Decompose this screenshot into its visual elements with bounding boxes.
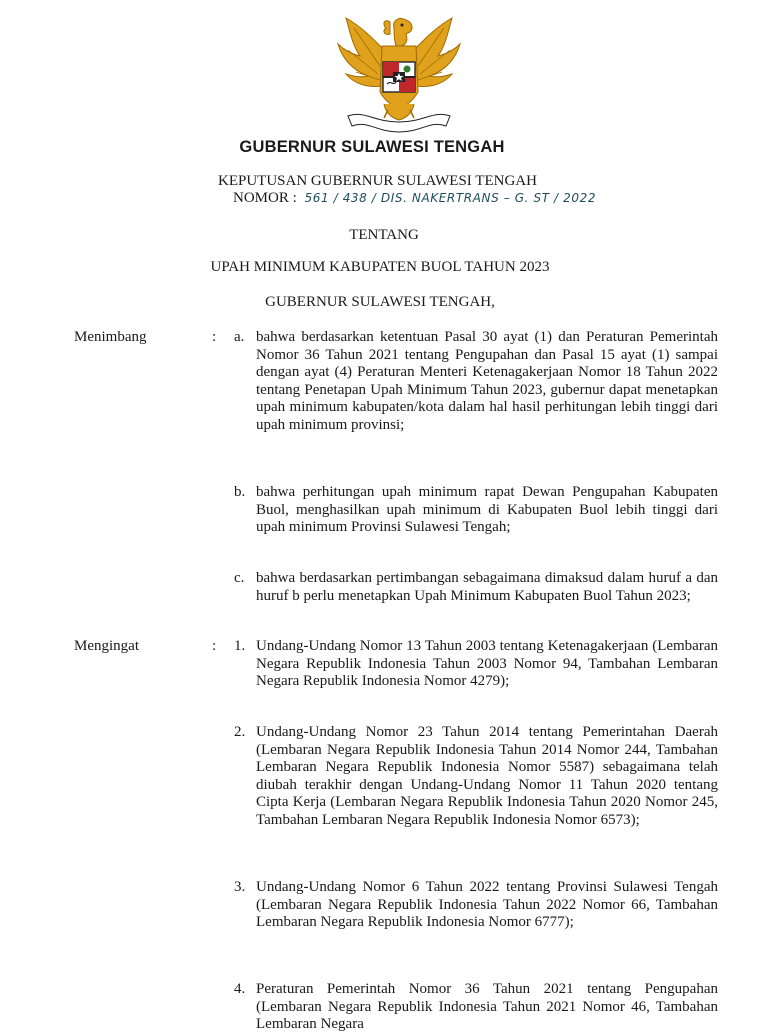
menimbang-label: Menimbang [74,329,147,345]
mengingat-item-4: Peraturan Pemerintah Nomor 36 Tahun 2021 tentang Pengupahan (Lembaran Negara Republik Indonesia Tahun 2021 Nomor 46, Tambahan Lembaran Negara [256,981,718,1033]
mengingat-marker-1: 1. [234,638,246,654]
mengingat-colon: : [212,638,217,654]
menimbang-item-c: bahwa berdasarkan pertimbangan sebagaimana dimaksud dalam huruf a dan huruf b perlu menetapkan Upah Minimum Kabupaten Buol Tahun 2023; [256,570,718,604]
nomor-label: NOMOR : [233,190,297,206]
mengingat-marker-2: 2. [234,724,246,740]
decree-subject: UPAH MINIMUM KABUPATEN BUOL TAHUN 2023 [210,259,550,275]
decree-title: KEPUTUSAN GUBERNUR SULAWESI TENGAH [218,173,537,189]
decree-number-line [233,190,596,207]
menimbang-colon: : [212,329,217,345]
governor-title: GUBERNUR SULAWESI TENGAH [239,138,505,156]
mengingat-marker-3: 3. [234,879,246,895]
handwritten-decree-number: 561 / 438 / DIS. NAKERTRANS – G. ST / 2022 [304,191,597,205]
mengingat-item-2: Undang-Undang Nomor 23 Tahun 2014 tentang Pemerintahan Daerah (Lembaran Negara Republik Indonesia Tahun 2014 Nomor 244, Tambahan Lembaran Negara Republik Indonesia Nomor 5587) sebagaimana telah diubah terakhir dengan Undang-Undang Nomor 11 Tahun 2020 tentang Cipta Kerja (Lembaran Negara Republik Indonesia Tahun 2020 Nomor 245, Tambahan Lembaran Negara Republik Indonesia Nomor 6573); [256,724,718,828]
mengingat-item-1: Undang-Undang Nomor 13 Tahun 2003 tentang Ketenagakerjaan (Lembaran Negara Republik Indonesia Tahun 2003 Nomor 94, Tambahan Lembaran Negara Republik Indonesia Nomor 4279); [256,638,718,690]
menimbang-item-b: bahwa perhitungan upah minimum rapat Dewan Pengupahan Kabupaten Buol, menghasilkan upah minimum di Kabupaten Buol lebih tinggi dari upah minimum Provinsi Sulawesi Tengah; [256,484,718,536]
menimbang-marker-b: b. [234,484,246,500]
mengingat-item-3: Undang-Undang Nomor 6 Tahun 2022 tentang Provinsi Sulawesi Tengah (Lembaran Negara Republik Indonesia Tahun 2022 Nomor 66, Tambahan Lembaran Negara Republik Indonesia Nomor 6777); [256,879,718,931]
menimbang-marker-c: c. [234,570,245,586]
menimbang-marker-a: a. [234,329,245,345]
tentang-heading: TENTANG [349,227,419,243]
menimbang-item-a: bahwa berdasarkan ketentuan Pasal 30 ayat (1) dan Peraturan Pemerintah Nomor 36 Tahun 2021 tentang Pengupahan dan Pasal 15 ayat (1) sampai dengan ayat (4) Peraturan Menteri Ketenagakerjaan Nomor 18 Tahun 2022 tentang Penetapan Upah Minimum Tahun 2023, gubernur dapat menetapkan upah minimum kabupaten/kota dalam hal hasil perhitungan lebih tinggi dari upah minimum provinsi; [256,329,718,433]
mengingat-label: Mengingat [74,638,139,654]
garuda-emblem-icon [334,14,464,136]
mengingat-marker-4: 4. [234,981,246,997]
governor-heading: GUBERNUR SULAWESI TENGAH, [265,294,495,310]
